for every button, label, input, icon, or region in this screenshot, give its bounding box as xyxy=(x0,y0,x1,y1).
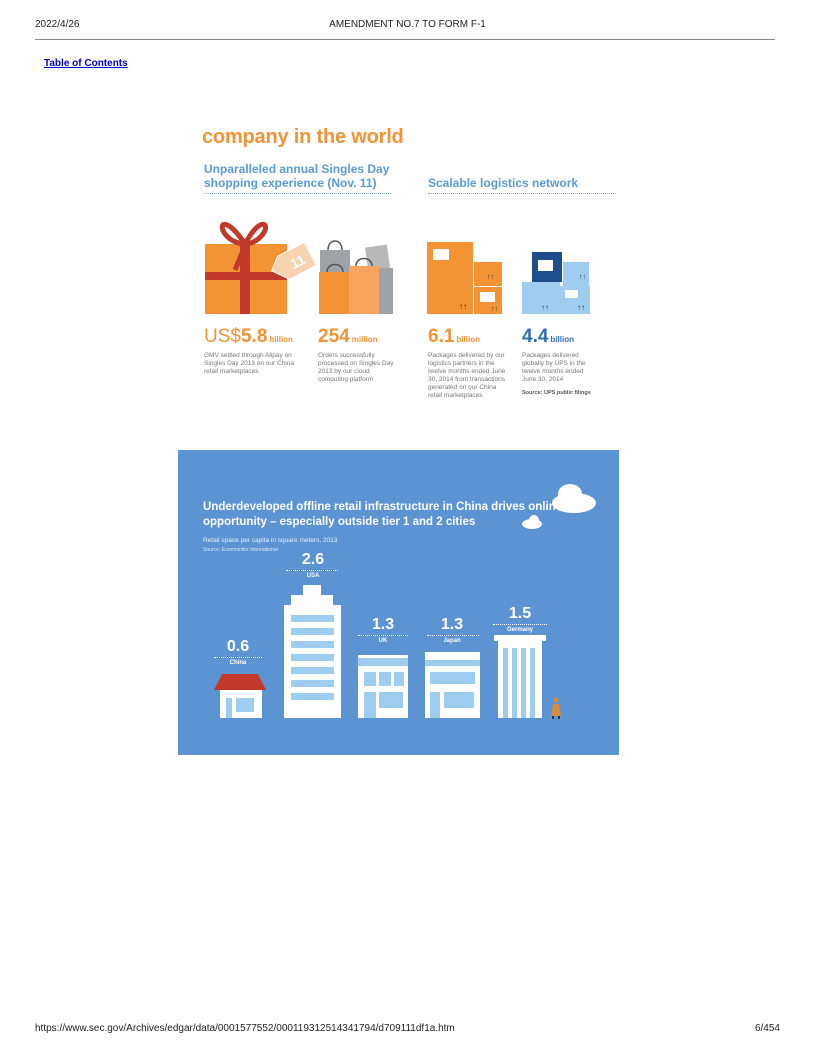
orange-parcels-icon xyxy=(427,242,502,314)
stat-number: 5.8 xyxy=(240,326,268,347)
header-date: 2022/4/26 xyxy=(35,19,80,30)
divider xyxy=(358,635,408,636)
svg-text:↑↑: ↑↑ xyxy=(491,306,498,313)
stat-unit: billion xyxy=(550,335,574,344)
retail-space-infographic xyxy=(178,450,619,755)
source-note: Source: UPS public filings xyxy=(522,390,591,396)
page-number: 6/454 xyxy=(754,1023,780,1034)
stat-packages-partners-desc: Packages delivered by our logistics partners in the twelve months ended June 30, 2014 from transactions generated on our China retail marketplaces xyxy=(428,352,506,399)
singles-day-heading-line2: shopping experience (Nov. 11) xyxy=(204,176,377,190)
header-title: AMENDMENT NO.7 TO FORM F-1 xyxy=(329,19,486,30)
shopping-bags-icon xyxy=(319,241,393,314)
divider xyxy=(214,657,262,658)
logistics-heading: Scalable logistics network xyxy=(428,176,579,190)
infographic-title: Underdeveloped offline retail infrastructure in China drives online opportunity – especially outside tier 1 and 2 cities xyxy=(203,501,563,528)
stat-gmv xyxy=(204,326,293,348)
retail-illustration xyxy=(178,450,619,755)
value-china: 0.6 xyxy=(226,638,250,655)
singles-day-heading-line1: Unparalleled annual Singles Day xyxy=(204,162,390,176)
singles-day-infographic xyxy=(197,122,627,432)
country-germany: Germany xyxy=(506,627,533,633)
stat-packages-ups-desc: Packages delivered globally by UPS in the twelve months ended June 30, 2014 xyxy=(522,352,586,383)
value-usa: 2.6 xyxy=(301,551,325,568)
stat-unit: billion xyxy=(456,335,480,344)
country-china: China xyxy=(229,660,247,666)
divider xyxy=(493,624,547,625)
svg-text:↑↑: ↑↑ xyxy=(577,303,585,312)
china-building-icon xyxy=(214,674,266,718)
stat-orders xyxy=(318,326,377,348)
stat-orders-desc: Orders successfully processed on Singles Day 2013 by our cloud computing platform xyxy=(318,352,394,383)
japan-building-icon xyxy=(425,652,480,718)
stat-number: 6.1 xyxy=(428,326,455,347)
footer-url: https://www.sec.gov/Archives/edgar/data/0001577552/000119312514341794/d709111df1a.htm xyxy=(35,1023,455,1034)
gift-box-icon xyxy=(205,224,316,314)
svg-text:11: 11 xyxy=(287,250,309,273)
country-uk: UK xyxy=(378,638,388,644)
divider xyxy=(286,570,338,571)
stat-unit: million xyxy=(351,335,378,344)
stat-prefix: US$ xyxy=(204,326,241,347)
svg-text:↑↑: ↑↑ xyxy=(579,274,586,281)
divider xyxy=(427,635,479,636)
header-divider xyxy=(35,39,775,40)
table-of-contents-link[interactable]: Table of Contents xyxy=(44,58,128,69)
stat-unit: billion xyxy=(269,335,293,344)
uk-building-icon xyxy=(358,655,408,718)
illustrations xyxy=(197,122,627,322)
infographic-title: company in the world xyxy=(202,126,404,148)
svg-text:↑↑: ↑↑ xyxy=(541,303,549,312)
usa-building-icon xyxy=(284,585,341,718)
person-icon xyxy=(551,698,561,720)
svg-text:↑↑: ↑↑ xyxy=(459,302,467,311)
country-usa: USA xyxy=(306,573,320,579)
chart-note: Retail space per capita in square meters, 2013 xyxy=(203,537,338,544)
source-note: Source: Euromonitor International xyxy=(203,547,278,553)
value-uk: 1.3 xyxy=(371,616,395,633)
stat-gmv-desc: GMV settled through Alipay on Singles Day 2013 on our China retail marketplaces xyxy=(204,352,294,375)
svg-text:↑↑: ↑↑ xyxy=(487,274,494,281)
value-japan: 1.3 xyxy=(440,616,464,633)
blue-parcels-icon xyxy=(522,252,590,314)
value-germany: 1.5 xyxy=(508,605,532,622)
germany-building-icon xyxy=(494,635,546,718)
stat-number: 254 xyxy=(318,326,350,347)
stat-packages-ups xyxy=(522,326,574,348)
country-japan: Japan xyxy=(443,638,461,644)
stat-packages-partners xyxy=(428,326,480,348)
stat-number: 4.4 xyxy=(522,326,549,347)
